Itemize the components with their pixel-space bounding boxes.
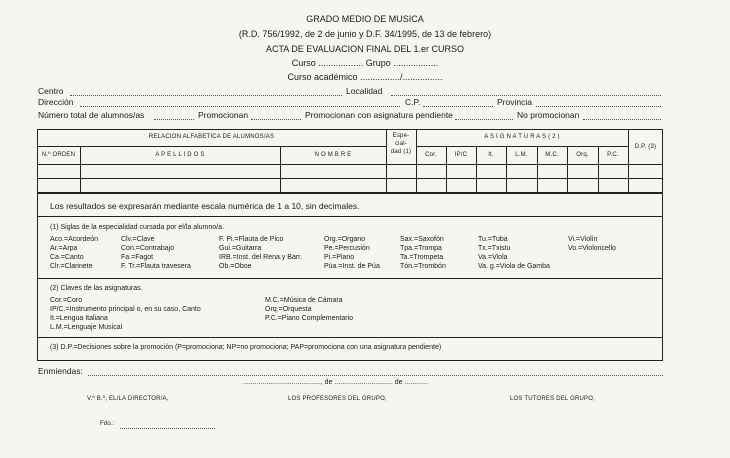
- no-promocionan-label: No promocionan: [517, 110, 580, 120]
- decree-reference: (R.D. 756/1992, de 2 de junio y D.F. 34/1995, de 13 de febrero): [238, 29, 492, 39]
- clave-item: Orq.=Orquesta: [265, 306, 312, 313]
- sigla-item: Tón.=Trombón: [400, 263, 446, 270]
- sigla-item: Aco.=Acordeón: [50, 236, 99, 243]
- sigla-item: Ca.=Canto: [50, 254, 84, 261]
- date-line: ........................................, de .............................. de ............: [243, 379, 428, 386]
- clave-item: It.=Lengua Italiana: [50, 315, 108, 322]
- sigla-item: Tx.=Txistu: [478, 245, 511, 252]
- total-alumnos-label: Número total de alumnos/as: [38, 110, 145, 120]
- clave-item: IP/C.=Instrumento principal o, en su caso, Canto: [50, 306, 201, 313]
- col-subject-lm: L.M.: [515, 152, 528, 158]
- col-orden: N.º ORDEN: [41, 152, 76, 158]
- director-signature-label: V.º B.º, EL/LA DIRECTOR/A,: [87, 396, 169, 402]
- promocionan-pendiente-label: Promocionan con asignatura pendiente: [305, 110, 453, 120]
- especialidad-line-1: Espe-: [392, 133, 410, 139]
- clave-item: Cor.=Coro: [50, 297, 83, 304]
- promocionan-field[interactable]: [251, 119, 301, 120]
- sigla-item: Púa.=Inst. de Púa: [324, 263, 380, 270]
- no-promocionan-field[interactable]: [583, 119, 661, 120]
- direccion-label: Dirección: [38, 97, 74, 107]
- sigla-item: Tu.=Tuba: [478, 236, 508, 243]
- sigla-item: F. Tr.=Flauta travesera: [121, 263, 191, 270]
- form-title: GRADO MEDIO DE MUSICA: [306, 14, 424, 24]
- tutores-signature-label: LOS TUTORES DEL GRUPO,: [510, 396, 595, 402]
- sigla-item: Fa.=Fagot: [121, 254, 154, 261]
- sigla-item: Ob.=Oboe: [219, 263, 252, 270]
- centro-field[interactable]: [70, 95, 342, 96]
- especialidad-header: [386, 132, 416, 156]
- total-alumnos-field[interactable]: [154, 119, 194, 120]
- direccion-field[interactable]: [80, 106, 400, 107]
- col-subject-cor: Cor.: [425, 152, 437, 158]
- localidad-field[interactable]: [391, 95, 661, 96]
- sigla-item: F. Pi.=Flauta de Pico: [219, 236, 284, 243]
- asignaturas-header: A S I G N A T U R A S ( 2 ): [484, 134, 560, 140]
- sigla-item: Va. g.=Viola de Gamba: [478, 263, 550, 270]
- sigla-item: Vi.=Violín: [568, 236, 598, 243]
- dp-header: D.P. (3): [634, 144, 657, 150]
- localidad-label: Localidad: [346, 86, 383, 96]
- siglas-title: (1) Siglas de la especialidad cursada por el/la alumno/a.: [50, 224, 224, 231]
- sigla-item: Org.=Organo: [324, 236, 366, 243]
- sigla-item: Va.=Viola: [478, 254, 508, 261]
- cp-label: C.P.: [405, 97, 421, 107]
- sigla-item: Ar.=Arpa: [50, 245, 78, 252]
- academic-year-line: Curso académico ................/................: [287, 72, 443, 82]
- col-subject-mc: M.C.: [545, 152, 559, 158]
- col-subject-orq: Orq.: [576, 152, 589, 158]
- especialidad-line-2: cial-: [394, 141, 407, 147]
- sigla-item: Ta.=Trompeta: [400, 254, 444, 261]
- acta-title: ACTA DE EVALUACION FINAL DEL 1.er CURSO: [265, 44, 465, 54]
- sigla-item: Clv.=Clave: [121, 236, 155, 243]
- provincia-label: Provincia: [497, 97, 532, 107]
- centro-label: Centro: [38, 86, 64, 96]
- sigla-item: Clr.=Clarinete: [50, 263, 93, 270]
- promocionan-pendiente-field[interactable]: [455, 119, 513, 120]
- provincia-field[interactable]: [536, 106, 661, 107]
- sigla-item: Pe.=Percusión: [324, 245, 370, 252]
- profesores-signature-label: LOS PROFESORES DEL GRUPO,: [288, 396, 387, 402]
- clave-item: P.C.=Piano Complementario: [265, 315, 354, 322]
- enmiendas-field[interactable]: [88, 375, 663, 376]
- especialidad-line-3: dad (1): [390, 149, 412, 155]
- sigla-item: Pi.=Piano: [324, 254, 355, 261]
- curso-grupo-line: Curso .................. Grupo ..................: [291, 58, 439, 68]
- fdo-field[interactable]: [120, 428, 215, 429]
- col-apellidos: A P E L L I D O S: [155, 152, 205, 158]
- sigla-item: Con.=Contrabajo: [121, 245, 175, 252]
- resultados-note: Los resultados se expresarán mediante escala numérica de 1 a 10, sin decimales.: [50, 201, 360, 211]
- notes-box: [37, 193, 663, 361]
- sigla-item: Sax.=Saxofón: [400, 236, 444, 243]
- clave-item: L.M.=Lenguaje Musical: [50, 324, 123, 331]
- dp-note: (3) D.P.=Decisiones sobre la promoción (P=promociona; NP=no promociona; PAP=promociona con una asignatura pendiente): [50, 344, 442, 351]
- relacion-header: RELACION ALFABETICA DE ALUMNOS/AS: [148, 134, 275, 140]
- enmiendas-label: Enmiendas:: [38, 366, 83, 376]
- sigla-item: IRB.=Inst. del Rena.y Barr.: [219, 254, 303, 261]
- col-nombre: N O M B R E: [314, 152, 352, 158]
- claves-title: (2) Claves de las asignaturas.: [50, 285, 143, 292]
- sigla-item: Tpa.=Trompa: [400, 245, 442, 252]
- clave-item: M.C.=Música de Cámara: [265, 297, 343, 304]
- sigla-item: Gui.=Guitarra: [219, 245, 262, 252]
- sigla-item: Vo.=Violoncello: [568, 245, 616, 252]
- fdo-label: Fdo.:: [100, 421, 115, 427]
- col-subject-it: It.: [488, 152, 494, 158]
- promocionan-label: Promocionan: [198, 110, 249, 120]
- col-subject-pc: P.C.: [607, 152, 619, 158]
- col-subject-ipc: IP/C: [454, 152, 468, 158]
- cp-field[interactable]: [423, 106, 493, 107]
